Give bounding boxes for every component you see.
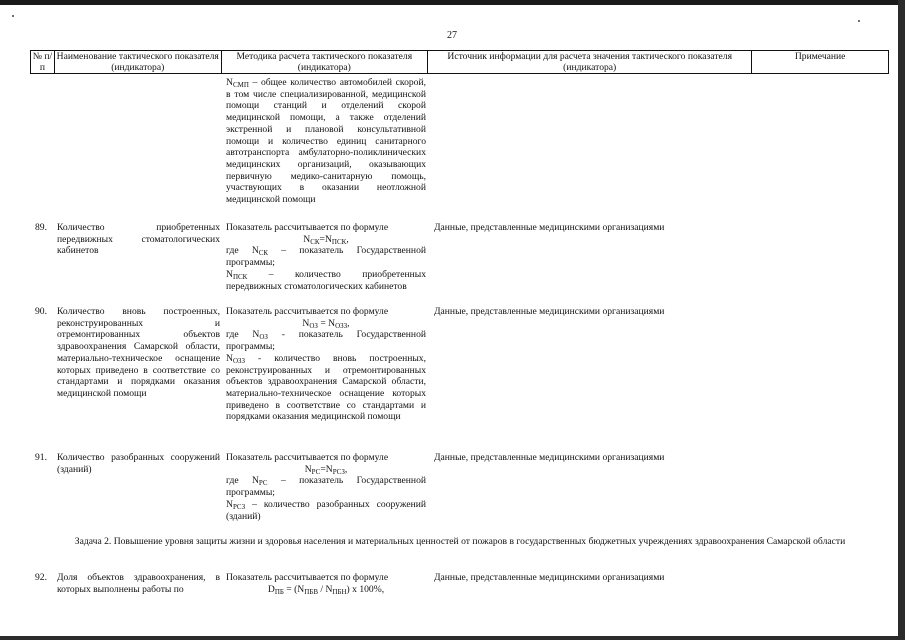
header-source: Источник информации для расчета значения тактического показателя (индикатора) — [428, 51, 752, 73]
indicator-name: Количество разобранных сооружений (зданий) — [57, 452, 220, 475]
header-method: Методика расчета тактического показателя (индикатора) — [222, 51, 429, 73]
source-cell: Данные, представленные медицинскими организациями — [434, 222, 665, 233]
formula-where-2: $N_{РСЗ}$ – количество разобранных сооружений (зданий) — [226, 498, 426, 522]
task-heading: Задача 2. Повышение уровня защиты жизни и здоровья населения и материальных ценностей от пожаров в государственных бюджетных учреждениях здравоохранения Самарской области — [74, 536, 846, 547]
continuation-text: – общее количество автомобилей скорой, в том числе специализированной, медицинской помощи станций и отделений скорой медицинской помощи, а также отделений экстренной и плановой консультативной помощи и количество единиц санитарного автотранспорта амбулаторно-поликлинических медицинских организаций, оказывающих первичную медико-санитарную помощь, участвующих в оказании неотложной медицинской помощи — [226, 77, 426, 206]
row-number: 90. — [35, 306, 47, 317]
formula-where-2: $N_{ПСК}$ – количество приобретенных передвижных стоматологических кабинетов — [226, 268, 426, 292]
indicator-name: Доля объектов здравоохранения, в которых выполнены работы по — [57, 572, 220, 595]
formula-where-1: где $N_{РС}$ – показатель Государственной программы; — [226, 475, 426, 499]
header-number: № п/п — [31, 51, 55, 73]
page-number: 27 — [447, 30, 457, 41]
source-cell: Данные, представленные медицинскими организациями — [434, 452, 665, 463]
formula-where-1: где $N_{СК}$ – показатель Государственной программы; — [226, 245, 426, 269]
row-number: 91. — [35, 452, 47, 463]
header-note: Примечание — [794, 51, 846, 62]
formula: $N_{СК}=N_{ПСК}$, — [303, 233, 349, 246]
scan-right-border — [898, 0, 905, 640]
formula: $N_{ОЗ} = N_{ОЗЗ}$, — [302, 317, 350, 330]
method-cell — [226, 306, 426, 423]
formula-intro: Показатель рассчитывается по формуле — [226, 572, 389, 583]
scan-top-border — [0, 0, 905, 5]
formula-intro: Показатель рассчитывается по формуле — [226, 306, 389, 317]
source-cell: Данные, представленные медицинскими организациями — [434, 306, 665, 317]
method-cell — [226, 222, 426, 292]
method-cell — [226, 452, 426, 522]
scan-speck — [12, 15, 14, 17]
symbol-sub: СМП — [232, 81, 249, 89]
row-number: 92. — [35, 572, 47, 583]
formula-intro: Показатель рассчитывается по формуле — [226, 452, 389, 463]
header-name: Наименование тактического показателя (индикатора) — [55, 51, 222, 73]
indicator-name: Количество вновь построенных, реконструированных и отремонтированных объектов здравоохранения Самарской области, материально-техническое оснащение которых приведено в соответствие со стандартами и порядками оказания медицинской помощи — [57, 306, 220, 399]
method-cell — [226, 572, 426, 595]
row-number: 89. — [35, 222, 47, 233]
scan-speck — [858, 20, 860, 22]
continuation-method — [226, 77, 426, 206]
formula: $D_{ПБ} = (N_{ПБВ} / N_{ПБН})$ х 100%, — [267, 583, 385, 596]
symbol-base: N — [226, 77, 233, 88]
source-cell: Данные, представленные медицинскими организациями — [434, 572, 665, 583]
formula-where-1: где $N_{ОЗ}$ - показатель Государственной программы; — [226, 329, 427, 353]
table-header — [30, 50, 889, 74]
formula-intro: Показатель рассчитывается по формуле — [226, 222, 389, 233]
indicator-name: Количество приобретенных передвижных стоматологических кабинетов — [57, 222, 220, 257]
scan-bottom-border — [0, 636, 905, 640]
formula: $N_{РС}=N_{РСЗ}$, — [304, 463, 348, 476]
formula-where-2: $N_{ОЗЗ}$ - количество вновь построенных, реконструированных и отремонтированных объектов здравоохранения Самарской области, материально-техническое оснащение которых приведено в соответствие со стандартами и порядками оказания медицинской помощи — [226, 352, 426, 423]
